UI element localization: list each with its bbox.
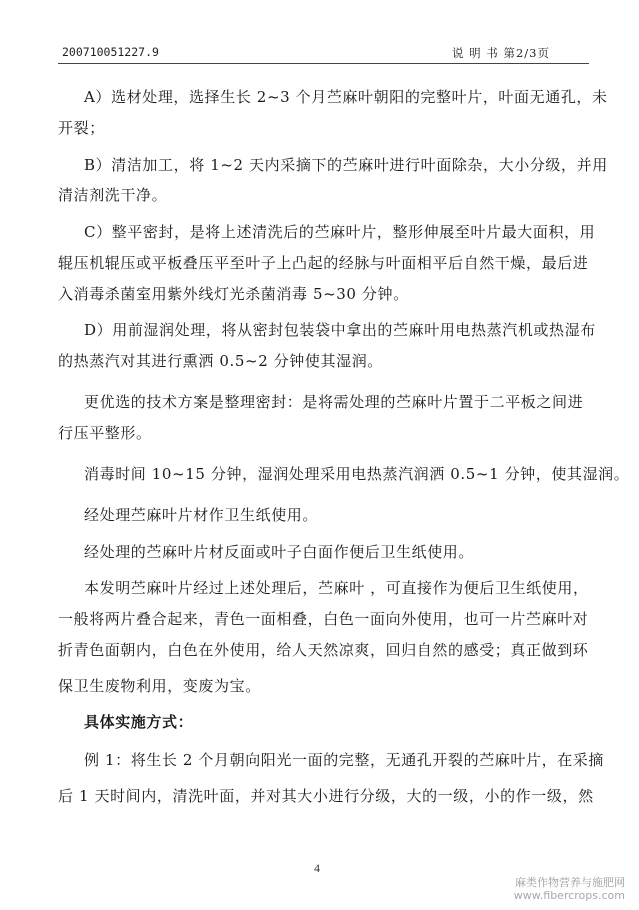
body-line: D）用前湿润处理，将从密封包装袋中拿出的苎麻叶用电热蒸汽机或热湿布: [84, 321, 596, 339]
body-line: 本发明苎麻叶片经过上述处理后，苎麻叶 ，可直接作为便后卫生纸使用，: [84, 579, 589, 597]
body-line: 清洁剂洗干净。: [58, 186, 168, 204]
body-line: 后 1 天时间内，清洗叶面，并对其大小进行分级，大的一级，小的作一级，然: [58, 787, 594, 805]
body-line: 折青色面朝内，白色在外使用，给人天然凉爽，回归自然的感受；真正做到环: [58, 641, 589, 659]
header-rule: [58, 63, 589, 64]
body-line: 开裂；: [58, 119, 105, 137]
body-line: 的热蒸汽对其进行熏洒 0.5~2 分钟使其湿润。: [58, 352, 383, 370]
body-line: B）清洁加工，将 1~2 天内采摘下的苎麻叶进行叶面除杂，大小分级，并用: [84, 156, 608, 174]
body-line: 更优选的技术方案是整理密封：是将需处理的苎麻叶片置于二平板之间进: [84, 393, 584, 411]
body-line: 行压平整形。: [58, 424, 152, 442]
body-line: 一般将两片叠合起来，青色一面相叠，白色一面向外使用，也可一片苎麻叶对: [58, 610, 589, 628]
watermark-url: www.fibercrops.com: [513, 889, 625, 902]
section-heading: 具体实施方式：: [84, 713, 194, 731]
watermark-text: 麻类作物营养与施肥网: [515, 876, 625, 889]
body-line: 辊压机辊压或平板叠压平至叶子上凸起的经脉与叶面相平后自然干燥，最后进: [58, 254, 589, 272]
body-line: 例 1：将生长 2 个月朝向阳光一面的完整，无通孔开裂的苎麻叶片，在采摘: [84, 751, 604, 769]
body-line: 入消毒杀菌室用紫外线灯光杀菌消毒 5~30 分钟。: [58, 285, 409, 303]
patent-number: 200710051227.9: [62, 45, 159, 59]
body-line: A）选材处理，选择生长 2~3 个月苎麻叶朝阳的完整叶片，叶面无通孔，未: [84, 88, 608, 106]
site-watermark: [514, 876, 625, 902]
body-line: 经处理的苎麻叶片材反面或叶子白面作便后卫生纸使用。: [84, 543, 475, 561]
body-line: 经处理苎麻叶片材作卫生纸使用。: [84, 506, 319, 524]
page-header-title: 说 明 书 第2/3页: [452, 46, 550, 60]
body-line: 保卫生废物利用，变废为宝。: [58, 677, 261, 695]
body-line: 消毒时间 10~15 分钟，湿润处理采用电热蒸汽润洒 0.5~1 分钟，使其湿润。: [84, 465, 630, 483]
body-line: C）整平密封，是将上述清洗后的苎麻叶片，整形伸展至叶片最大面积，用: [84, 223, 596, 241]
page-number: 4: [314, 861, 320, 875]
